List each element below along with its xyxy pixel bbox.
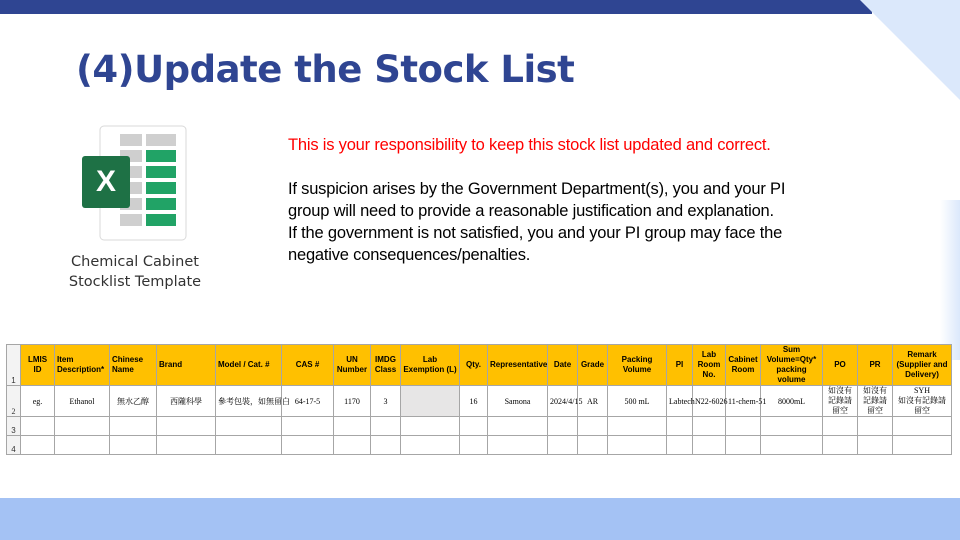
header-lab-room[interactable]: Lab Room No. (693, 345, 726, 386)
empty-cell[interactable] (157, 417, 216, 436)
table-row (7, 386, 952, 417)
cell-sum-volume[interactable]: 8000mL (761, 386, 823, 417)
header-date[interactable]: Date (548, 345, 578, 386)
header-cas[interactable]: CAS # (282, 345, 334, 386)
table-row (7, 436, 952, 455)
row-number: 1 (7, 345, 21, 386)
empty-cell[interactable] (460, 417, 488, 436)
empty-cell[interactable] (371, 417, 401, 436)
cell-brand[interactable]: 西隴科學 (157, 386, 216, 417)
empty-cell[interactable] (401, 417, 460, 436)
header-un-number[interactable]: UN Number (334, 345, 371, 386)
header-cabinet-room[interactable]: Cabinet Room (726, 345, 761, 386)
empty-cell[interactable] (110, 436, 157, 455)
empty-cell[interactable] (608, 436, 667, 455)
empty-cell[interactable] (578, 436, 608, 455)
empty-cell[interactable] (667, 436, 693, 455)
empty-cell[interactable] (110, 417, 157, 436)
cell-remark-line2: 如沒有記錄請留空 (898, 396, 946, 415)
empty-cell[interactable] (334, 417, 371, 436)
cell-pr[interactable]: 如沒有記錄請留空 (858, 386, 893, 417)
cell-remark[interactable] (893, 386, 952, 417)
excel-icon (80, 124, 188, 242)
bottom-accent-bar (0, 498, 960, 540)
empty-cell[interactable] (761, 417, 823, 436)
corner-decoration (860, 0, 960, 100)
header-representative[interactable]: Representative (488, 345, 548, 386)
empty-cell[interactable] (858, 436, 893, 455)
cell-grade[interactable]: AR (578, 386, 608, 417)
empty-cell[interactable] (216, 436, 282, 455)
cell-model-cat[interactable]: 參考包裝，如無留白 (216, 386, 282, 417)
empty-cell[interactable] (693, 436, 726, 455)
table-row (7, 417, 952, 436)
header-item-description[interactable]: Item Description* (55, 345, 110, 386)
cell-pi[interactable]: Labtech (667, 386, 693, 417)
cell-lab-exemption[interactable] (401, 386, 460, 417)
icon-caption (60, 252, 210, 292)
table-header-row (7, 345, 952, 386)
empty-cell[interactable] (578, 417, 608, 436)
empty-cell[interactable] (693, 417, 726, 436)
cell-un-number[interactable]: 1170 (334, 386, 371, 417)
empty-cell[interactable] (858, 417, 893, 436)
cell-chinese-name[interactable]: 無水乙醇 (110, 386, 157, 417)
body-line-4: negative consequences/penalties. (288, 246, 531, 264)
cell-imdg-class[interactable]: 3 (371, 386, 401, 417)
cell-representative[interactable]: Samona (488, 386, 548, 417)
icon-caption-line1: Chemical Cabinet (71, 254, 199, 270)
empty-cell[interactable] (608, 417, 667, 436)
body-text (288, 134, 888, 266)
row-number: 4 (7, 436, 21, 455)
empty-cell[interactable] (548, 436, 578, 455)
empty-cell[interactable] (460, 436, 488, 455)
empty-cell[interactable] (548, 417, 578, 436)
header-sum-volume[interactable]: Sum Volume=Qty* packing volume (761, 345, 823, 386)
header-pi[interactable]: PI (667, 345, 693, 386)
empty-cell[interactable] (893, 417, 952, 436)
header-grade[interactable]: Grade (578, 345, 608, 386)
empty-cell[interactable] (157, 436, 216, 455)
header-brand[interactable]: Brand (157, 345, 216, 386)
empty-cell[interactable] (21, 436, 55, 455)
empty-cell[interactable] (55, 436, 110, 455)
cell-cas[interactable]: 64-17-5 (282, 386, 334, 417)
body-line-2: group will need to provide a reasonable justification and explanation. (288, 202, 774, 220)
header-lmis-id[interactable]: LMIS ID (21, 345, 55, 386)
empty-cell[interactable] (371, 436, 401, 455)
row-number: 2 (7, 386, 21, 417)
right-edge-decoration (940, 200, 960, 360)
empty-cell[interactable] (761, 436, 823, 455)
cell-cabinet-room[interactable]: 11-chem-51 (726, 386, 761, 417)
cell-packing-volume[interactable]: 500 mL (608, 386, 667, 417)
responsibility-warning: This is your responsibility to keep this stock list updated and correct. (288, 136, 771, 154)
empty-cell[interactable] (488, 417, 548, 436)
cell-lmis-id[interactable]: eg. (21, 386, 55, 417)
header-packing-volume[interactable]: Packing Volume (608, 345, 667, 386)
header-lab-exemption[interactable]: Lab Exemption (L) (401, 345, 460, 386)
cell-qty[interactable]: 16 (460, 386, 488, 417)
excel-icon-letter: X (95, 165, 117, 198)
top-accent-bar (0, 0, 872, 14)
empty-cell[interactable] (893, 436, 952, 455)
cell-date[interactable]: 2024/4/15 (548, 386, 578, 417)
row-number: 3 (7, 417, 21, 436)
cell-lab-room[interactable]: N22-6026 (693, 386, 726, 417)
empty-cell[interactable] (216, 417, 282, 436)
empty-cell[interactable] (334, 436, 371, 455)
header-remark[interactable]: Remark (Supplier and Delivery) (893, 345, 952, 386)
empty-cell[interactable] (726, 417, 761, 436)
empty-cell[interactable] (823, 417, 858, 436)
header-imdg-class[interactable]: IMDG Class (371, 345, 401, 386)
body-line-1: If suspicion arises by the Government Department(s), you and your PI (288, 180, 786, 198)
cell-remark-line1: SYH (913, 386, 930, 395)
header-po[interactable]: PO (823, 345, 858, 386)
header-pr[interactable]: PR (858, 345, 893, 386)
header-qty[interactable]: Qty. (460, 345, 488, 386)
icon-caption-line2: Stocklist Template (68, 274, 202, 290)
stocklist-spreadsheet (6, 344, 952, 455)
cell-po[interactable]: 如沒有記錄請留空 (823, 386, 858, 417)
cell-item-description[interactable]: Ethanol (55, 386, 110, 417)
empty-cell[interactable] (21, 417, 55, 436)
empty-cell[interactable] (667, 417, 693, 436)
empty-cell[interactable] (488, 436, 548, 455)
body-line-3: If the government is not satisfied, you and your PI group may face the (288, 224, 783, 242)
empty-cell[interactable] (282, 436, 334, 455)
empty-cell[interactable] (282, 417, 334, 436)
header-model-cat[interactable]: Model / Cat. # (216, 345, 282, 386)
header-chinese-name[interactable]: Chinese Name (110, 345, 157, 386)
empty-cell[interactable] (55, 417, 110, 436)
empty-cell[interactable] (823, 436, 858, 455)
empty-cell[interactable] (401, 436, 460, 455)
slide-title: (4)Update the Stock List (76, 48, 575, 91)
empty-cell[interactable] (726, 436, 761, 455)
